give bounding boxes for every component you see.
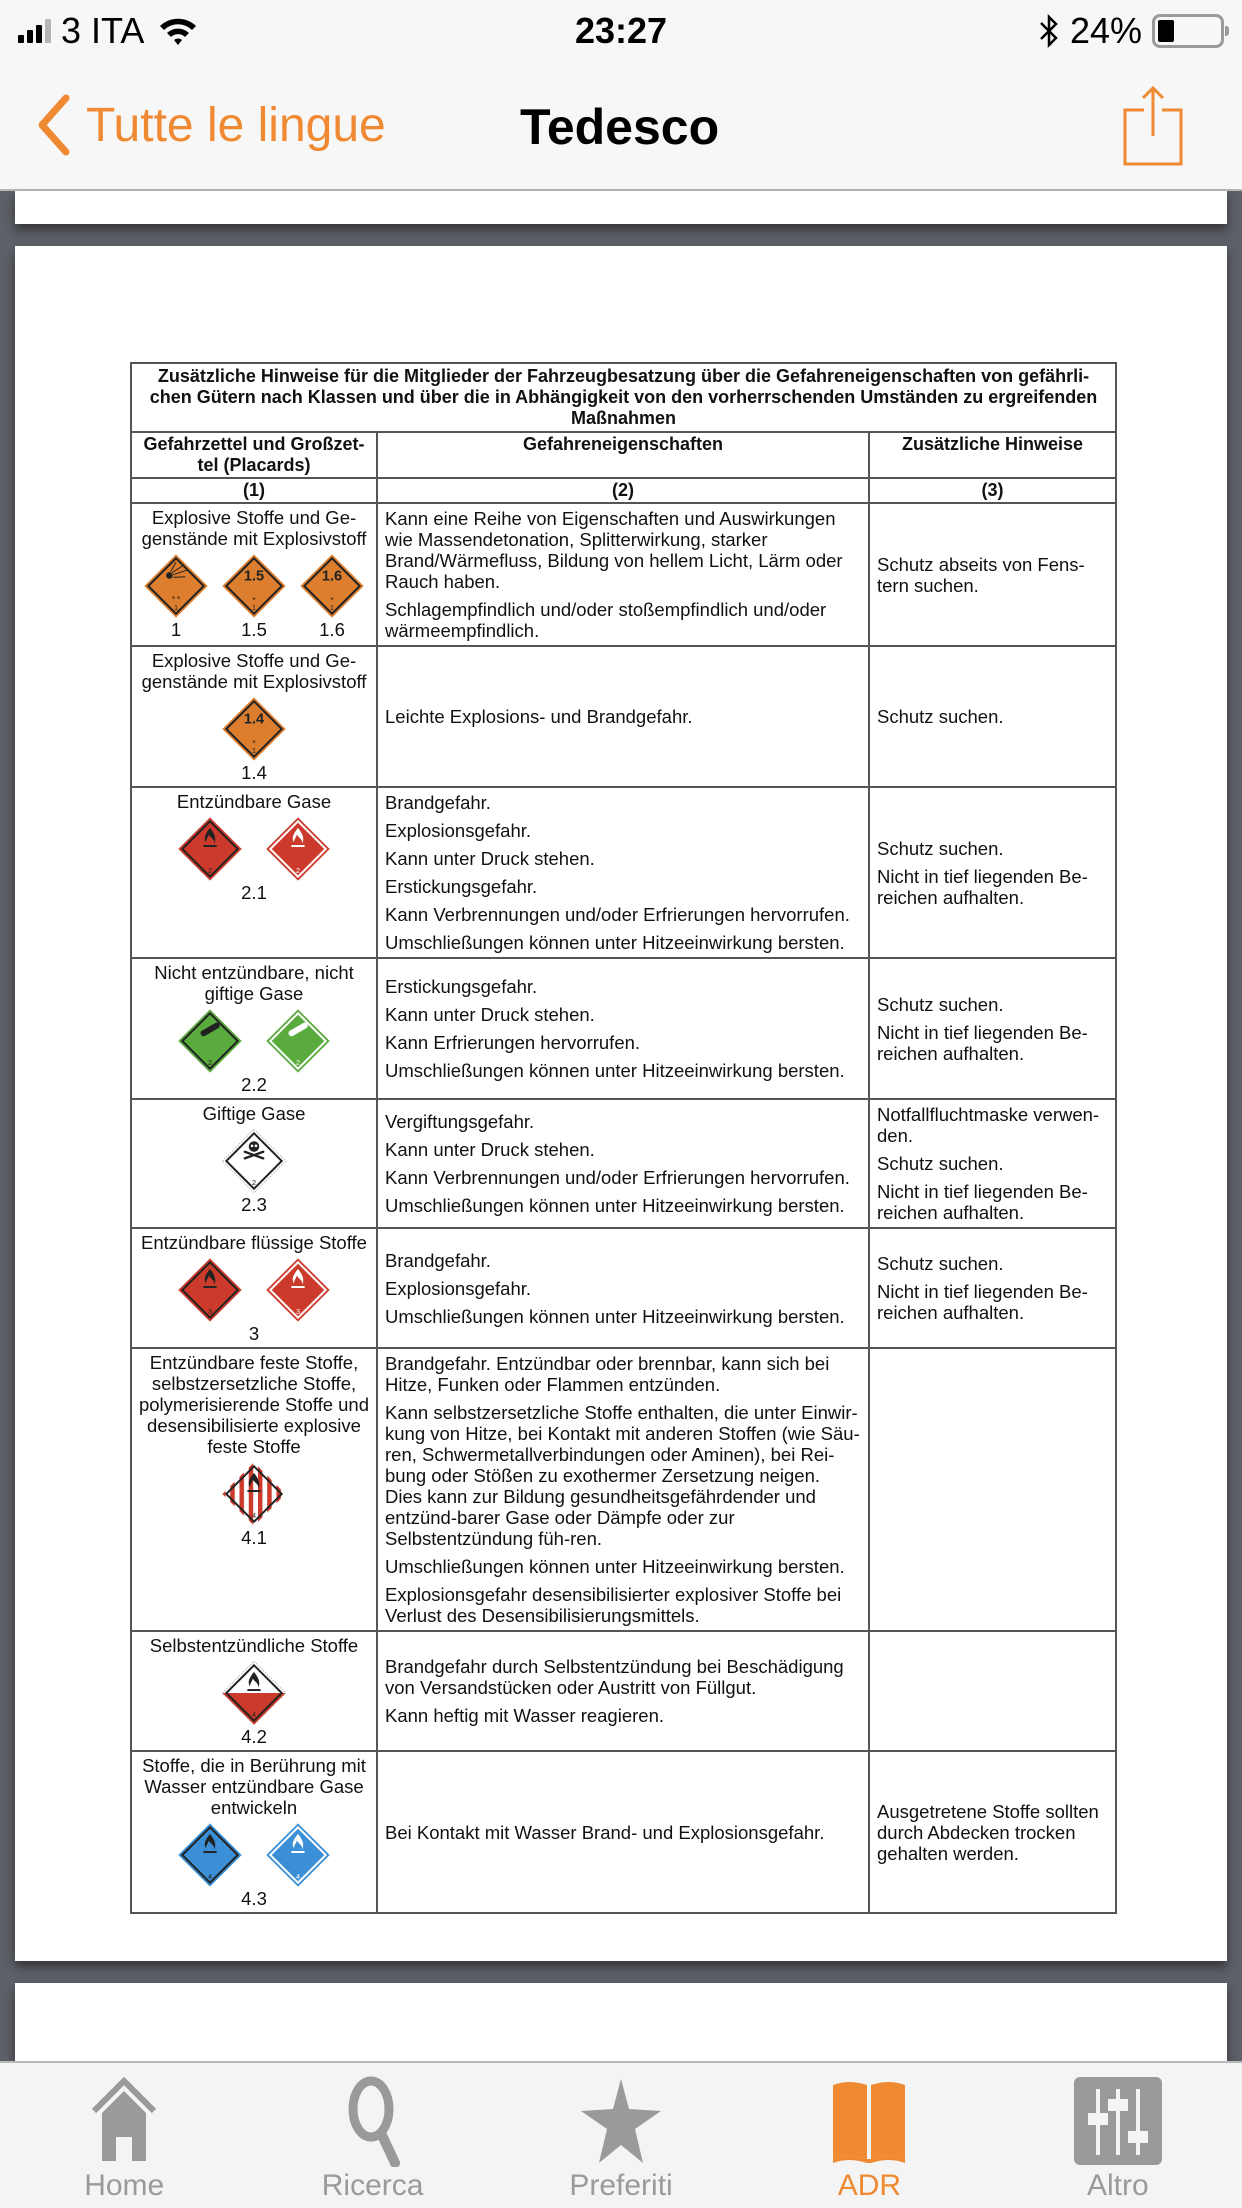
flammable-gas-white-placard-icon <box>265 816 331 882</box>
property-text: Brandgefahr. <box>385 792 491 813</box>
property-text: Kann eine Reihe von Eigenschaften und Auswirkungen wie Massendetonation, Splitterwirkung, starker Brand/Wärmefluss, Bildung von hellem Licht, Lärm oder Rauch haben. <box>385 508 843 592</box>
column-number-3: (3) <box>869 478 1116 503</box>
flammable-solid-placard-icon <box>221 1461 287 1527</box>
property-text: Brandgefahr durch Selbstentzündung bei Beschädigung von Versandstücken oder Austritt von Füllgut. <box>385 1656 844 1698</box>
sliders-icon <box>1068 2075 1168 2167</box>
svg-text:3: 3 <box>207 1306 213 1316</box>
svg-text:1: 1 <box>251 745 257 755</box>
property-text: Kann Verbrennungen und/oder Erfrierungen hervorrufen. <box>385 1167 850 1188</box>
svg-text:*: * <box>330 596 334 606</box>
svg-text:4: 4 <box>207 1871 213 1881</box>
tab-adr[interactable] <box>745 2063 993 2208</box>
note-text: Nicht in tief liegenden Be-reichen aufhalten. <box>877 865 1088 908</box>
class-code: 2.3 <box>241 1194 267 1215</box>
note-text: Nicht in tief liegenden Be-reichen aufhalten. <box>877 1281 1088 1323</box>
svg-text:*: * <box>252 596 256 606</box>
property-text: Kann unter Druck stehen. <box>385 1004 595 1025</box>
svg-text:4: 4 <box>251 1709 257 1719</box>
class-code: 2.1 <box>241 882 267 903</box>
class-code: 4.3 <box>241 1888 267 1909</box>
table-row <box>131 1348 1116 1631</box>
search-icon <box>323 2075 423 2167</box>
column-header-notes: Zusätzliche Hinweise <box>869 432 1116 478</box>
tab-home[interactable] <box>0 2063 248 2208</box>
class-code: 1.5 <box>241 619 267 640</box>
svg-text:1: 1 <box>329 602 335 612</box>
property-text: Explosionsgefahr. <box>385 820 532 841</box>
svg-text:4: 4 <box>251 1510 257 1520</box>
document-page <box>15 246 1227 1961</box>
note-text: Schutz suchen. <box>877 993 1004 1015</box>
property-text: Explosionsgefahr desensibilisierter explosiver Stoffe bei Verlust des Desensibilisierungsmittels. <box>385 1584 842 1626</box>
property-text: Bei Kontakt mit Wasser Brand- und Explosionsgefahr. <box>385 1821 825 1843</box>
empty-note-cell <box>869 1348 1116 1631</box>
class-label: Explosive Stoffe und Ge-genstände mit Explosivstoff <box>141 650 367 692</box>
class-label: Giftige Gase <box>202 1103 306 1124</box>
table-row <box>131 503 1116 646</box>
class-label: Stoffe, die in Berührung mit Wasser entzündbare Gase entwickeln <box>142 1755 366 1818</box>
class-label: Entzündbare feste Stoffe, selbstzersetzliche Stoffe, polymerisierende Stoffe und desensibilisierte explosive feste Stoffe <box>138 1352 370 1457</box>
explosive-1-4-placard-icon <box>221 696 287 762</box>
property-text: Umschließungen können unter Hitzeeinwirkung bersten. <box>385 1060 845 1081</box>
table-row <box>131 1751 1116 1913</box>
class-label: Nicht entzündbare, nicht giftige Gase <box>154 962 354 1004</box>
tab-label: Preferiti <box>569 2169 673 2202</box>
flammable-gas-placard-icon <box>177 816 243 882</box>
note-text: Schutz abseits von Fens-tern suchen. <box>877 553 1085 596</box>
tab-label: Home <box>84 2169 165 2202</box>
home-icon <box>74 2075 174 2167</box>
table-row <box>131 1228 1116 1348</box>
note-text: Nicht in tief liegenden Be-reichen aufhalten. <box>877 1181 1088 1223</box>
previous-page <box>15 191 1227 224</box>
carrier-name: 3 ITA <box>61 10 145 51</box>
svg-text:1.6: 1.6 <box>321 568 343 585</box>
tab-bar <box>0 2061 1242 2208</box>
book-icon <box>819 2075 919 2167</box>
note-text: Ausgetretene Stoffe sollten durch Abdecken trocken gehalten werden. <box>877 1800 1099 1864</box>
star-icon <box>571 2075 671 2167</box>
note-text: Schutz suchen. <box>877 1153 1004 1174</box>
property-text: Kann Verbrennungen und/oder Erfrierungen hervorrufen. <box>385 904 850 925</box>
class-code: 4.1 <box>241 1527 267 1548</box>
battery-icon <box>1152 14 1224 48</box>
class-code: 1.6 <box>319 619 345 640</box>
navigation-bar <box>0 62 1242 191</box>
column-number-2: (2) <box>377 478 869 503</box>
table-row <box>131 1631 1116 1751</box>
tab-label: Ricerca <box>321 2169 424 2202</box>
svg-text:3: 3 <box>295 1306 301 1316</box>
column-header-properties: Gefahreneigenschaften <box>377 432 869 478</box>
back-button[interactable] <box>36 94 386 156</box>
property-text: Brandgefahr. <box>385 1249 491 1271</box>
toxic-gas-placard-icon <box>221 1128 287 1194</box>
property-text: Kann unter Druck stehen. <box>385 1139 595 1160</box>
column-number-1: (1) <box>131 478 377 503</box>
note-text: Schutz suchen. <box>877 1253 1004 1274</box>
svg-text:1.4: 1.4 <box>243 711 265 728</box>
property-text: Umschließungen können unter Hitzeeinwirkung bersten. <box>385 1556 845 1577</box>
explosive-1-6-placard-icon <box>299 553 365 619</box>
page-title: Tedesco <box>520 99 720 155</box>
note-text: Nicht in tief liegenden Be-reichen aufhalten. <box>877 1021 1088 1064</box>
share-icon[interactable] <box>1122 84 1184 168</box>
spontaneously-combustible-placard-icon <box>221 1660 287 1726</box>
property-text: Vergiftungsgefahr. <box>385 1111 535 1132</box>
svg-text:2: 2 <box>295 1057 301 1067</box>
property-text: Erstickungsgefahr. <box>385 876 538 897</box>
tab-more[interactable] <box>994 2063 1242 2208</box>
dangerous-when-wet-white-placard-icon <box>265 1822 331 1888</box>
property-text: Kann selbstzersetzliche Stoffe enthalten, die unter Einwir-kung von Hitze, bei Kontakt mit anderen Stoffen (wie Säu-ren, Schwermetallverbindungen oder Aminen), bei Rei-bung oder Stößen zu exothermer Zersetzung neigen. Dies kann zur Bildung gesundheitsgefährdender und entzünd-barer Gase oder Dämpfe oder zur Selbstentzündung füh-ren. <box>385 1402 860 1549</box>
chevron-left-icon <box>36 94 72 156</box>
table-row <box>131 1099 1116 1228</box>
svg-text:1.5: 1.5 <box>243 568 265 585</box>
svg-text:2: 2 <box>251 1177 257 1187</box>
flammable-liquid-white-placard-icon <box>265 1257 331 1323</box>
svg-text:2: 2 <box>207 865 213 875</box>
property-text: Kann heftig mit Wasser reagieren. <box>385 1705 664 1726</box>
battery-percent: 24% <box>1069 10 1142 51</box>
tab-label: Altro <box>1086 2169 1149 2202</box>
non-flammable-gas-placard-icon <box>177 1008 243 1074</box>
class-label: Explosive Stoffe und Ge-genstände mit Explosivstoff <box>141 507 367 549</box>
svg-text:2: 2 <box>295 865 301 875</box>
back-label: Tutte le lingue <box>86 98 386 152</box>
note-text: Schutz suchen. <box>877 706 1004 727</box>
property-text: Erstickungsgefahr. <box>385 976 538 997</box>
class-code: 3 <box>248 1323 260 1344</box>
table-row <box>131 787 1116 958</box>
empty-note-cell <box>869 1631 1116 1751</box>
table-row <box>131 958 1116 1099</box>
hazard-table <box>130 362 1117 1914</box>
class-label: Entzündbare flüssige Stoffe <box>141 1232 367 1253</box>
class-code: 1 <box>170 619 182 640</box>
svg-text:1: 1 <box>173 602 179 612</box>
status-bar <box>0 0 1242 62</box>
flammable-liquid-placard-icon <box>177 1257 243 1323</box>
explosive-placard-icon <box>143 553 209 619</box>
note-text: Schutz suchen. <box>877 837 1004 859</box>
clock: 23:27 <box>574 10 668 51</box>
svg-text:4: 4 <box>295 1871 301 1881</box>
non-flammable-gas-white-placard-icon <box>265 1008 331 1074</box>
svg-text:*: * <box>252 739 256 749</box>
tab-label: ADR <box>837 2169 902 2202</box>
svg-text:1: 1 <box>251 602 257 612</box>
bluetooth-icon <box>1038 13 1060 49</box>
next-page <box>15 1983 1227 2063</box>
property-text: Leichte Explosions- und Brandgefahr. <box>385 706 693 727</box>
property-text: Kann unter Druck stehen. <box>385 848 595 869</box>
class-code: 4.2 <box>241 1726 267 1747</box>
tab-favorites[interactable] <box>497 2063 745 2208</box>
property-text: Umschließungen können unter Hitzeeinwirkung bersten. <box>385 932 845 953</box>
class-label: Entzündbare Gase <box>176 791 332 812</box>
column-header-placards: Gefahrzettel und Großzet-tel (Placards) <box>131 432 377 478</box>
table-title: Zusätzliche Hinweise für die Mitglieder der Fahrzeugbesatzung über die Gefahreneigenschaften von gefährli-chen Gütern nach Klassen und über die in Abhängigkeit von den vorherrschenden Umständen zu ergreifenden Maßnahmen <box>131 363 1116 432</box>
class-code: 1.4 <box>241 762 267 783</box>
dangerous-when-wet-placard-icon <box>177 1822 243 1888</box>
svg-text:2: 2 <box>207 1057 213 1067</box>
property-text: Umschließungen können unter Hitzeeinwirkung bersten. <box>385 1195 845 1216</box>
property-text: Explosionsgefahr. <box>385 1277 532 1299</box>
property-text: Umschließungen können unter Hitzeeinwirkung bersten. <box>385 1305 845 1327</box>
svg-text:* *: * * <box>171 594 181 604</box>
tab-search[interactable] <box>248 2063 496 2208</box>
table-row <box>131 646 1116 787</box>
note-text: Notfallfluchtmaske verwen-den. <box>877 1104 1100 1146</box>
property-text: Brandgefahr. Entzündbar oder brennbar, kann sich bei Hitze, Funken oder Flammen entzünden. <box>385 1353 830 1395</box>
class-code: 2.2 <box>241 1074 267 1095</box>
explosive-1-5-placard-icon <box>221 553 287 619</box>
property-text: Kann Erfrierungen hervorrufen. <box>385 1032 641 1053</box>
class-label: Selbstentzündliche Stoffe <box>149 1635 359 1656</box>
property-text: Schlagempfindlich und/oder stoßempfindlich und/oder wärmeempfindlich. <box>385 599 827 641</box>
